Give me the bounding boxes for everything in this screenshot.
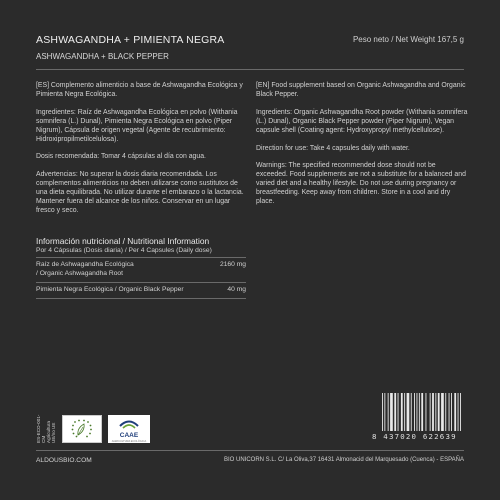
nutrition-row [36,261,246,279]
nutrient-value: 40 mg [227,286,246,293]
eu-organic-leaf-icon [62,415,102,443]
nutrient-value: 2160 mg [219,261,246,268]
nutrition-divider-3 [36,298,246,299]
nutrient-name-en: / Organic Ashwagandha Root [36,269,123,277]
es-ingredients: Ingredientes: Raíz de Ashwagandha Ecológica en polvo (Withania somnifera (L.) Dunal), Pimienta Negra Ecológica en polvo (Piper Nigrum), Cápsula de origen vegetal (Agente de recubrimiento: Hidroxipropilmetilcelulosa). [36,108,238,143]
eco-control-code: ES-ECO-001-CM Agricultura UE/no UE [36,414,56,443]
nutrition-divider-1 [36,257,246,258]
es-intro: [ES] Complemento alimenticio a base de Ashwagandha Ecológica y Pimienta Negra Ecológica. [36,82,243,98]
certification-logos [36,413,150,443]
es-warnings: Advertencias: No superar la dosis diaria recomendada. Los complementos alimenticios no deben utilizarse como sustitutos de una dieta equilibrada. No utilizar durante el embarazo o la lactancia. Mantener fuera del alcance de los niños. Conservar en un lugar fresco y seco. [36,171,244,214]
nutrition-title: Información nutricional / Nutritional Information [36,236,210,246]
english-column [256,82,468,216]
nutrition-row [36,286,246,295]
product-title: ASHWAGANDHA + PIMIENTA NEGRA [36,34,225,46]
en-dose: Direction for use: Take 4 capsules daily with water. [256,144,410,152]
nutrient-name: Pimienta Negra Ecológica / Organic Black Pepper [36,286,184,293]
product-subtitle: ASHWAGANDHA + BLACK PEPPER [36,52,169,61]
barcode-bars [380,393,466,433]
barcode-number: 8 437020 622639 [372,432,457,441]
nutrition-divider-2 [36,282,246,283]
es-dose: Dosis recomendada: Tomar 4 cápsulas al día con agua. [36,153,206,161]
company-address: BIO UNICORN S.L. C/ La Oliva,37 16431 Almonacid del Marquesado (Cuenca) - ESPAÑA [224,457,464,463]
spanish-column [36,82,250,225]
footer-divider [36,450,464,451]
caae-logo [108,415,150,443]
en-intro: [EN] Food supplement based on Organic Ashwagandha and Organic Black Pepper. [256,82,466,98]
header-divider [36,69,464,70]
nutrition-serving: Por 4 Cápsulas (Dosis diaria) / Per 4 Capsules (Daily dose) [36,247,212,254]
nutrient-name: Raíz de Ashwagandha Ecológica [36,261,134,268]
caae-subtext: AGRICULTURA ECOLÓGICA [111,440,147,443]
en-warnings: Warnings: The specified recommended dose should not be exceeded. Food supplements are not a substitute for a balanced and varied diet and a healthy lifestyle. Do not use during pregnancy or breastfeeding. Keep away from children. Store in a cool and dry place. [256,162,466,206]
en-ingredients: Ingredients: Organic Ashwagandha Root powder (Withania somnifera (L.) Dunal), Organic Black Pepper powder (Piper Nigrum), Vegan capsule shell (Coating agent: Hydroxypropyl methylcellulose). [256,108,468,134]
caae-label: CAAE [119,432,139,439]
website-link[interactable]: ALDOUSBIO.COM [36,457,92,464]
net-weight: Peso neto / Net Weight 167,5 g [352,35,464,44]
